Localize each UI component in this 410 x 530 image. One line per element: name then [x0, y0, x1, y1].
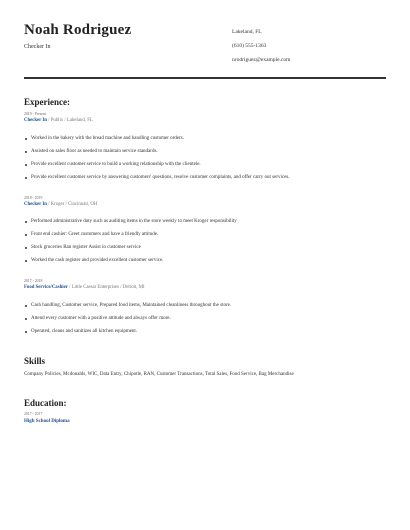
job-2-company: / Kroger / Cincinnati, OH [46, 202, 98, 207]
list-item: Attend every customer with a positive attitude and always offer more. [24, 316, 386, 329]
experience-heading: Experience: [24, 97, 70, 107]
bullet-icon [25, 164, 27, 166]
bullet-icon [25, 331, 27, 333]
list-item: Front end cashier: Greet customers and have a friendly attitude. [24, 232, 386, 245]
job-2-header [24, 202, 97, 207]
job-3-role: Food Service/Cashier [24, 285, 68, 290]
job-3-dates: 2017 - 2018 [24, 279, 43, 283]
list-item: Cash handling, Customer service, Prepared food items, Maintained cleanliness throughout the store. [24, 303, 386, 316]
list-item: Provide excellent customer service to build a working relationship with the clientele. [24, 162, 386, 175]
skills-list: Company Policies, Mcdonalds, WIC, Data Entry, Chipotle, RAN, Customer Transactions, Total Sales, Food Service, Bag Merchandise [24, 372, 294, 377]
bullet-icon [25, 318, 27, 320]
list-item: Assisted on sales floor as needed to maintain service standards. [24, 149, 386, 162]
job-1-bullets [24, 136, 386, 188]
bullet-icon [25, 234, 27, 236]
job-3-company: / Little Caesar Enterprises / Detroit, MI [67, 285, 145, 290]
list-item: Performed administrative duty such as auditing items in the store weekly to meet Kroger responsibility [24, 219, 386, 232]
job-3-bullets [24, 303, 386, 342]
contact-email[interactable]: nrodriguez@example.com [232, 57, 291, 63]
job-3-header [24, 285, 145, 290]
job-1-header [24, 118, 93, 123]
resume-header [24, 22, 386, 78]
bullet-icon [25, 260, 27, 262]
list-item: Worked the cash register and provided excellent customer service. [24, 258, 386, 271]
job-1-company: / Publix / Lakeland, FL [46, 118, 93, 123]
job-2-dates: 2018 - 2019 [24, 196, 43, 200]
contact-phone: (610) 555-1363 [232, 43, 267, 49]
list-item: Stock groceries Ran register Assist in customer service [24, 245, 386, 258]
list-item: Operated, cleans and sanitizes all kitchen equipment. [24, 329, 386, 342]
bullet-icon [25, 138, 27, 140]
bullet-icon [25, 305, 27, 307]
bullet-icon [25, 221, 27, 223]
header-divider [24, 77, 386, 79]
bullet-icon [25, 247, 27, 249]
candidate-name: Noah Rodriguez [24, 22, 132, 38]
education-dates: 2017 - 2017 [24, 412, 43, 416]
list-item: Worked in the bakery with the bread machine and handling customer orders. [24, 136, 386, 149]
list-item: Provide excellent customer service by answering customers' questions, resolve customer complaints, and offer carry out services. [24, 175, 386, 188]
job-1-role: Checker In [24, 118, 47, 123]
education-degree: High School Diploma [24, 419, 70, 424]
job-1-dates: 2019 - Present [24, 112, 46, 116]
skills-heading: Skills [24, 356, 46, 366]
contact-info [232, 29, 290, 71]
job-2-bullets [24, 219, 386, 271]
bullet-icon [25, 151, 27, 153]
education-heading: Education: [24, 398, 67, 408]
candidate-title: Checker In [24, 44, 51, 50]
bullet-icon [25, 177, 27, 179]
job-2-role: Checker In [24, 202, 47, 207]
contact-location: Lakeland, FL [232, 29, 262, 35]
